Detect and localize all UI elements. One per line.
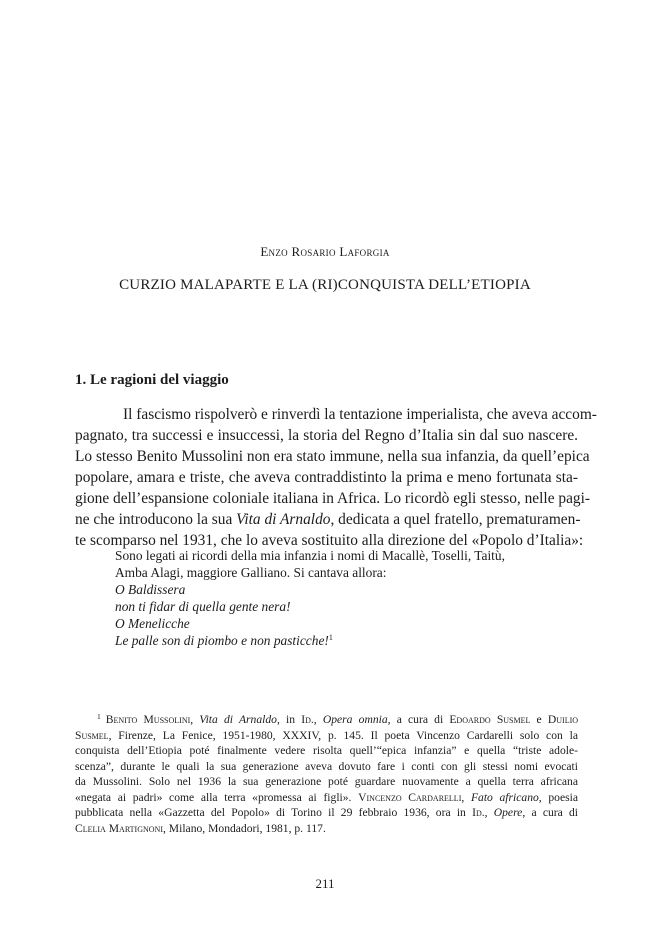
footnote-line — [75, 805, 578, 821]
author-name: Enzo Rosario Laforgia — [260, 244, 390, 259]
footnote-text: , Milano, Mondadori, 1981, p. 117. — [163, 821, 326, 835]
verse-line: O Baldissera — [115, 582, 186, 597]
footnote-work-title: Vita di Arnaldo — [199, 713, 277, 726]
body-line — [75, 509, 581, 530]
footnote-text: , Firenze, La Fenice, 1951-1980, XXXIV, p. 145. Il poeta Vincenzo Cardarelli solo con la — [108, 728, 578, 742]
body-text-segment: ne che introducono la sua — [75, 511, 237, 528]
footnote-text: pubblicata nella «Gazzetta del Popolo» di Torino il 29 febbraio 1936, ora in — [75, 806, 473, 819]
footnote-text: , poesia — [538, 790, 578, 804]
footnote-work-title: Opera omnia — [322, 713, 388, 726]
verse-line: O Menelicche — [115, 616, 190, 631]
footnote-line — [75, 821, 578, 837]
footnote-author: Benito Mussolini — [105, 713, 191, 726]
page-number: 211 — [315, 876, 335, 891]
body-line: pagnato, tra successi e insuccessi, la storia del Regno d’Italia sin dal suo nascere. — [75, 427, 578, 444]
footnote-work-title: Fato africano — [470, 790, 539, 804]
footnote-author: Id. — [301, 713, 314, 726]
footnote-text: , — [484, 806, 494, 819]
body-paragraph — [75, 404, 597, 551]
block-quote — [115, 547, 555, 649]
body-line: Il fascismo rispolverò e rinverdì la tentazione imperialista, che aveva accom- — [123, 406, 597, 423]
footnote-author: Vincenzo Cardarelli — [358, 790, 462, 804]
footnote-editor: Edoardo Susmel — [449, 713, 531, 726]
body-line: Lo stesso Benito Mussolini non era stato immune, nella sua infanzia, da quell’epica — [75, 448, 590, 465]
body-line: popolare, amara e triste, che aveva contraddistinto la prima e meno fortunata sta- — [75, 469, 578, 486]
footnote-text: , — [313, 713, 323, 726]
book-title-italic: Vita di Arnaldo — [236, 511, 331, 528]
footnote — [75, 712, 578, 836]
section-heading: 1. Le ragioni del viaggio — [75, 372, 229, 388]
footnote-line: conquista dell’Etiopia poté finalmente vedere risolta quell’“epica infanzia” e quella “triste adole- — [75, 744, 578, 757]
footnote-work-title: Opere — [493, 806, 523, 819]
footnote-text: , — [461, 790, 471, 804]
footnote-text: , in — [276, 713, 302, 726]
verse-line: non ti fidar di quella gente nera! — [115, 599, 291, 614]
footnote-editor: Duilio — [547, 713, 579, 726]
chapter-title: CURZIO MALAPARTE E LA (RI)CONQUISTA DELL’ETIOPIA — [119, 277, 531, 293]
footnote-author: Id. — [472, 806, 485, 819]
footnote-text: e — [530, 713, 548, 726]
footnote-line: scenza”, durante le quali la sua generazione aveva dovuto fare i conti con gli stessi nomi evocati — [75, 759, 578, 773]
footnote-line: da Mussolini. Solo nel 1936 la sua generazione poté guardare nuovamente a quella terra africana — [75, 775, 578, 788]
quote-line: Sono legati ai ricordi della mia infanzia i nomi di Macallè, Toselli, Taitù, — [115, 548, 505, 563]
footnote-text: «negata ai padri» come alla terra «promessa ai figli». — [75, 790, 359, 804]
body-line: gione dell’espansione coloniale italiana in Africa. Lo ricordò egli stesso, nelle pagi- — [75, 490, 590, 507]
body-text-segment: , dedicata a quel fratello, prematuramen- — [330, 511, 581, 528]
verse-line — [115, 632, 555, 649]
footnote-text: , a cura di — [522, 806, 579, 819]
footnote-marker: 1 — [97, 712, 101, 721]
verse-text: Le palle son di piombo e non pasticche! — [115, 633, 329, 648]
footnote-editor: Clelia Martignoni — [75, 821, 163, 835]
quote-line: Amba Alagi, maggiore Galliano. Si cantava allora: — [115, 565, 387, 580]
footnote-editor: Susmel — [75, 728, 109, 742]
footnote-line — [75, 712, 578, 728]
body-line: te scomparso nel 1931, che lo aveva sostituito alla direzione del «Popolo d’Italia»: — [75, 532, 584, 549]
footnote-line — [75, 728, 578, 744]
footnote-text: , a cura di — [387, 713, 450, 726]
footnote-reference: 1 — [328, 633, 333, 642]
footnote-text: , — [190, 713, 200, 726]
footnote-line — [75, 790, 578, 806]
